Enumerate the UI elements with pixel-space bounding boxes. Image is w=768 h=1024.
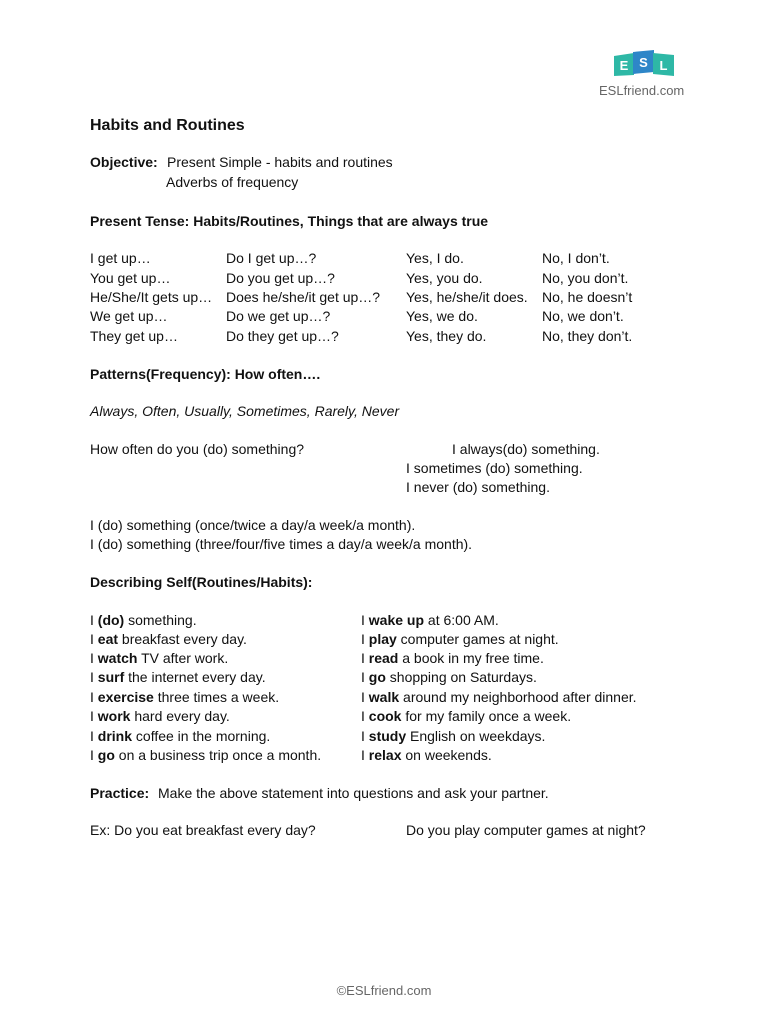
verb: drink <box>97 728 133 744</box>
conjugation-row <box>0 288 768 308</box>
yes-answer-cell: Yes, they do. <box>406 328 487 344</box>
verb: study <box>368 728 407 744</box>
question-cell: Do you get up…? <box>226 270 335 286</box>
present-tense-heading: Present Tense: Habits/Routines, Things that are always true <box>90 213 489 229</box>
times-line: I (do) something (three/four/five times a day/a week/a month). <box>90 536 473 552</box>
no-answer-cell: No, he doesn’t <box>542 289 633 305</box>
yes-answer-cell: Yes, you do. <box>406 270 483 286</box>
conjugation-row <box>0 269 768 289</box>
routine-sentence: I eat breakfast every day. <box>90 631 247 647</box>
routine-sentence: I surf the internet every day. <box>90 669 266 685</box>
routine-sentence: I cook for my family once a week. <box>361 708 572 724</box>
describing-heading: Describing Self(Routines/Habits): <box>90 574 313 590</box>
patterns-heading: Patterns(Frequency): How often…. <box>90 366 321 382</box>
statement-cell: We get up… <box>90 308 168 324</box>
verb: go <box>97 747 115 763</box>
question-cell: Do they get up…? <box>226 328 339 344</box>
verb: relax <box>368 747 402 763</box>
question-cell: Does he/she/it get up…? <box>226 289 381 305</box>
page-title: Habits and Routines <box>90 117 245 134</box>
frequency-answer: I always(do) something. <box>452 441 600 457</box>
site-name: ESLfriend.com <box>599 83 685 98</box>
statement-cell: I get up… <box>90 250 151 266</box>
statement-cell: He/She/It gets up… <box>90 289 213 305</box>
question-cell: Do I get up…? <box>226 250 317 266</box>
verb: eat <box>97 631 119 647</box>
yes-answer-cell: Yes, I do. <box>406 250 464 266</box>
routine-sentence: I go shopping on Saturdays. <box>361 669 537 685</box>
frequency-question: How often do you (do) something? <box>90 441 305 457</box>
routine-sentence: I walk around my neighborhood after dinner. <box>361 689 637 705</box>
routine-sentence: I relax on weekends. <box>361 747 492 763</box>
routine-sentence: I watch TV after work. <box>90 650 229 666</box>
frequency-answer: I sometimes (do) something. <box>406 460 583 476</box>
yes-answer-cell: Yes, he/she/it does. <box>406 289 528 305</box>
verb: walk <box>368 689 400 705</box>
verb: (do) <box>97 612 125 628</box>
logo-letter-e: E <box>619 58 629 73</box>
no-answer-cell: No, you don’t. <box>542 270 629 286</box>
no-answer-cell: No, we don’t. <box>542 308 624 324</box>
practice-label: Practice: <box>90 785 150 801</box>
practice-text: Make the above statement into questions and ask your partner. <box>158 785 549 801</box>
verb: go <box>368 669 386 685</box>
objective-line-2: Adverbs of frequency <box>166 174 299 190</box>
statement-cell: You get up… <box>90 270 171 286</box>
routine-sentence: I (do) something. <box>90 612 197 628</box>
conjugation-row <box>0 307 768 327</box>
routine-sentence: I wake up at 6:00 AM. <box>361 612 499 628</box>
conjugation-row <box>0 327 768 347</box>
times-line: I (do) something (once/twice a day/a week/a month). <box>90 517 416 533</box>
yes-answer-cell: Yes, we do. <box>406 308 478 324</box>
example-question: Do you play computer games at night? <box>406 822 646 838</box>
routine-sentence: I read a book in my free time. <box>361 650 544 666</box>
objective-line-1: Present Simple - habits and routines <box>167 154 393 170</box>
verb: watch <box>97 650 138 666</box>
adverbs-list: Always, Often, Usually, Sometimes, Rarely, Never <box>90 403 400 419</box>
footer-copyright: ©ESLfriend.com <box>336 983 432 998</box>
logo-letter-l: L <box>659 58 668 73</box>
esl-logo <box>614 50 674 78</box>
verb: play <box>368 631 397 647</box>
conjugation-row <box>0 249 768 269</box>
verb: surf <box>97 669 125 685</box>
logo-letter-s: S <box>639 55 648 70</box>
no-answer-cell: No, they don’t. <box>542 328 633 344</box>
verb: work <box>97 708 131 724</box>
verb: read <box>368 650 399 666</box>
example-question: Ex: Do you eat breakfast every day? <box>90 822 316 838</box>
routine-sentence: I drink coffee in the morning. <box>90 728 271 744</box>
routine-sentence: I exercise three times a week. <box>90 689 280 705</box>
routine-sentence: I go on a business trip once a month. <box>90 747 322 763</box>
routine-sentence: I work hard every day. <box>90 708 230 724</box>
question-cell: Do we get up…? <box>226 308 331 324</box>
statement-cell: They get up… <box>90 328 178 344</box>
frequency-answer: I never (do) something. <box>406 479 550 495</box>
no-answer-cell: No, I don’t. <box>542 250 610 266</box>
verb: exercise <box>97 689 154 705</box>
routine-sentence: I play computer games at night. <box>361 631 559 647</box>
verb: wake up <box>368 612 425 628</box>
objective-label: Objective: <box>90 154 158 170</box>
verb: cook <box>368 708 402 724</box>
routine-sentence: I study English on weekdays. <box>361 728 546 744</box>
